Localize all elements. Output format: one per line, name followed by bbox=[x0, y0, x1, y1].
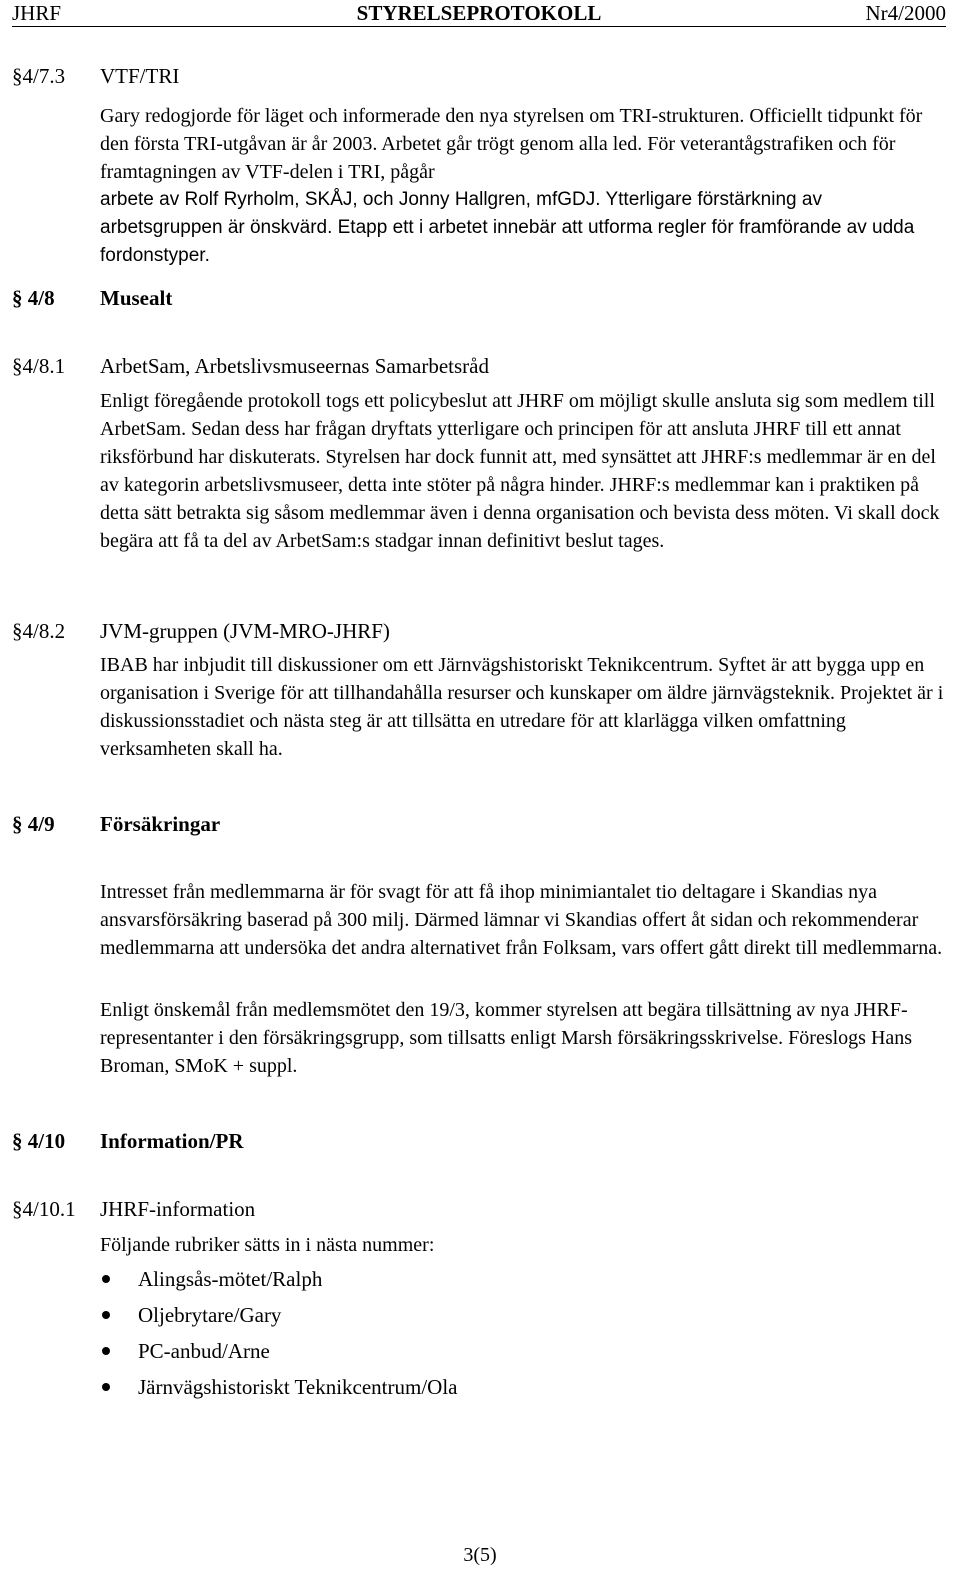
header-issue: Nr4/2000 bbox=[865, 1, 946, 25]
bullet-icon bbox=[102, 1275, 110, 1283]
section-paragraph: arbete av Rolf Ryrholm, SKÅJ, och Jonny Hallgren, mfGDJ. Ytterligare förstärkning av arbetsgruppen är önskvärd. Etapp ett i arbetet innebär att utforma regler för framförande av udda fordonstyper. bbox=[100, 189, 915, 266]
section-title: Musealt bbox=[100, 286, 173, 310]
bullet-icon bbox=[102, 1311, 110, 1319]
section-paragraph: Gary redogjorde för läget och informerade den nya styrelsen om TRI-strukturen. Officiellt tidpunkt för den första TRI-utgåvan är år 2003. Arbetet går trögt genom alla led. För veterantågstrafiken och för framtagningen av VTF-delen i TRI, pågår bbox=[100, 105, 923, 183]
section-paragraph: Följande rubriker sätts in i nästa nummer: bbox=[100, 1234, 435, 1256]
header-title: STYRELSEPROTOKOLL bbox=[356, 1, 602, 25]
list-item: Alingsås-mötet/Ralph bbox=[100, 1261, 946, 1297]
bullet-list bbox=[100, 1261, 946, 1405]
section-number: §4/8.2 bbox=[12, 619, 66, 643]
section-paragraph: Intresset från medlemmarna är för svagt för att få ihop minimiantalet tio deltagare i Skandias nya ansvarsförsäkring baserad på 300 milj. Därmed lämnar vi Skandias offert åt sidan och rekommenderar medlemmarna att undersöka det andra alternativet från Folksam, vars offert gått direkt till medlemmarna. bbox=[100, 881, 943, 959]
section-paragraph: IBAB har inbjudit till diskussioner om ett Järnvägshistoriskt Teknikcentrum. Syftet är att bygga upp en organisation i Sverige för att tillhandahålla resurser och kunskaper om äldre järnvägsteknik. Projektet är i diskussionsstadiet och nästa steg är att tillsätta en utredare för att klarlägga vilken omfattning verksamheten skall ha. bbox=[100, 654, 944, 760]
list-item: Järnvägshistoriskt Teknikcentrum/Ola bbox=[100, 1369, 946, 1405]
section-title: Information/PR bbox=[100, 1129, 244, 1153]
section-title: ArbetSam, Arbetslivsmuseernas Samarbetsråd bbox=[100, 354, 489, 378]
header-org: JHRF bbox=[12, 1, 62, 25]
page-number: 3(5) bbox=[463, 1544, 497, 1566]
section-title: JVM-gruppen (JVM-MRO-JHRF) bbox=[100, 619, 390, 643]
section-title: VTF/TRI bbox=[100, 64, 180, 88]
section-number: § 4/10 bbox=[12, 1129, 66, 1153]
section-title: JHRF-information bbox=[100, 1197, 256, 1221]
section-paragraph: Enligt önskemål från medlemsmötet den 19/3, kommer styrelsen att begära tillsättning av nya JHRF-representanter i den försäkringsgrupp, som tillsatts enligt Marsh försäkringsskrivelse. Föreslogs Hans Broman, SMoK + suppl. bbox=[100, 999, 913, 1077]
section-number: § 4/9 bbox=[12, 812, 55, 836]
section-paragraph: Enligt föregående protokoll togs ett policybeslut att JHRF om möjligt skulle ansluta sig som medlem till ArbetSam. Sedan dess har frågan dryftats ytterligare och principen för att ansluta JHRF till ett annat riksförbund har diskuterats. Styrelsen har dock funnit att, med synsättet att JHRF:s medlemmar är en del av kategorin arbetslivsmuseer, detta inte stöter på några hinder. JHRF:s medlemmar kan i praktiken på detta sätt betrakta sig såsom medlemmar även i denna organisation och bevista dess möten. Vi skall dock begära att få ta del av ArbetSam:s stadgar innan definitivt beslut tages. bbox=[100, 390, 940, 552]
page-header bbox=[12, 0, 946, 27]
section-number: §4/8.1 bbox=[12, 354, 66, 378]
list-item: Oljebrytare/Gary bbox=[100, 1297, 946, 1333]
section-number: § 4/8 bbox=[12, 286, 55, 310]
bullet-icon bbox=[102, 1347, 110, 1355]
section-number: §4/10.1 bbox=[12, 1197, 76, 1221]
list-item: PC-anbud/Arne bbox=[100, 1333, 946, 1369]
section-title: Försäkringar bbox=[100, 812, 221, 836]
bullet-icon bbox=[102, 1383, 110, 1391]
section-number: §4/7.3 bbox=[12, 64, 66, 88]
